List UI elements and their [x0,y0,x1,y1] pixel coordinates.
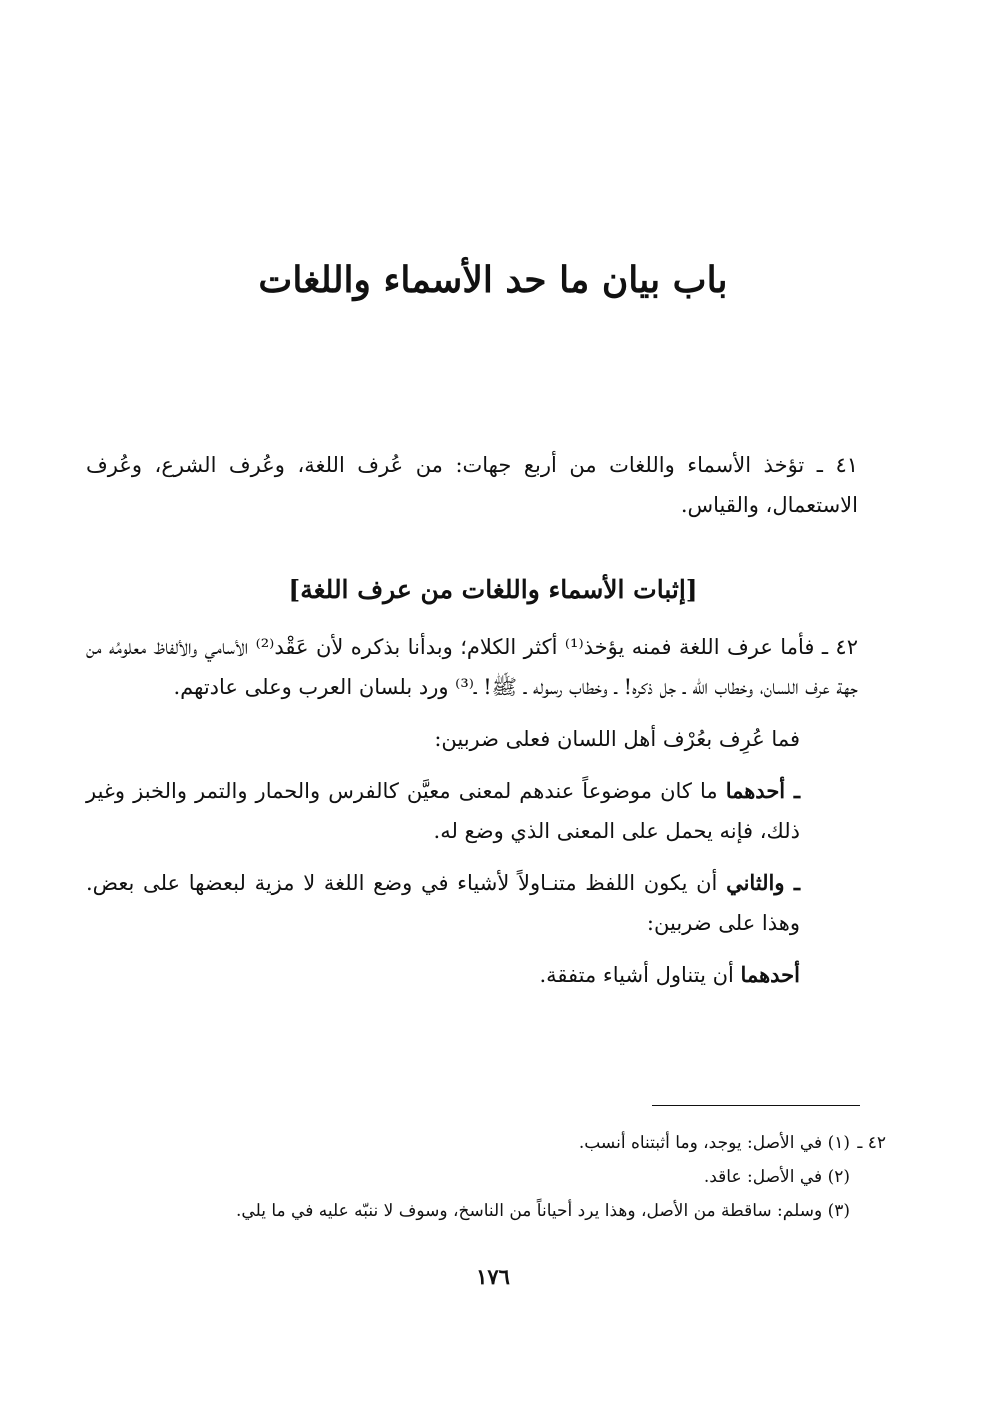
paragraph-41 [86,445,858,537]
footnote-3: (٣) وسلم: ساقطة من الأصل، وهذا يرد أحياناً من الناسخ، وسوف لا ننبّه عليه في ما يلي. [236,1201,850,1221]
footnote-divider [652,1105,860,1106]
chapter-title: باب بيان ما حد الأسماء واللغات [258,259,728,301]
subtype-label: أحدهما [740,962,800,987]
subtype-text: أن يتناول أشياء متفقة. [539,963,741,987]
footnote-1 [86,1126,886,1160]
paragraph-42-types: فما عُرِف بعُرْف أهل اللسان فعلى ضربين: [434,727,800,751]
footnote-2: (٢) في الأصل: عاقد. [703,1167,850,1187]
page-number: ١٧٦ [476,1264,510,1289]
paragraph-41-text: ٤١ ـ تؤخذ الأسماء واللغات من أربع جهات: من عُرف اللغة، وعُرف الشرع، وعُرف الاستعمال، والقياس. [86,453,858,517]
footnotes [86,1126,886,1228]
section-heading: [إثبات الأسماء واللغات من عرف اللغة] [288,575,698,604]
footnote-1-text: (١) في الأصل: يوجد، وما أثبتناه أنسب. [578,1133,850,1153]
paragraph-42-second-type [86,863,858,943]
footnote-group-number: ٤٢ ـ [857,1133,886,1153]
first-type-label: ـ أحدهما [725,778,800,803]
paragraph-42 [86,627,858,1007]
first-type-text: ما كان موضوعاً عندهم لمعنى معيَّن كالفرس والحمار والتمر والخبز وغير ذلك، فإنه يحمل على المعنى الذي وضع له. [86,779,800,843]
paragraph-42-intro: ٤٢ ـ فأما عرف اللغة فمنه يؤخذ⁽¹⁾ أكثر الكلام؛ وبدأنا بذكره لأن عَقْد⁽²⁾ الأسامي والألفاظ معلومُه من جهة عرف اللسان، وخطاب الله ـ جل ذكره! ـ وخطاب رسوله ـ ﷺ! ـ⁽³⁾ ورد بلسان العرب وعلى عادتهم. [86,635,858,699]
second-type-label: ـ والثاني [726,870,801,895]
paragraph-42-subtype [86,955,858,995]
paragraph-42-first-type [86,771,858,851]
second-type-text: أن يكون اللفظ متنـاولاً لأشياء في وضع اللغة لا مزية لبعضها على بعض. وهذا على ضربين: [86,871,800,935]
